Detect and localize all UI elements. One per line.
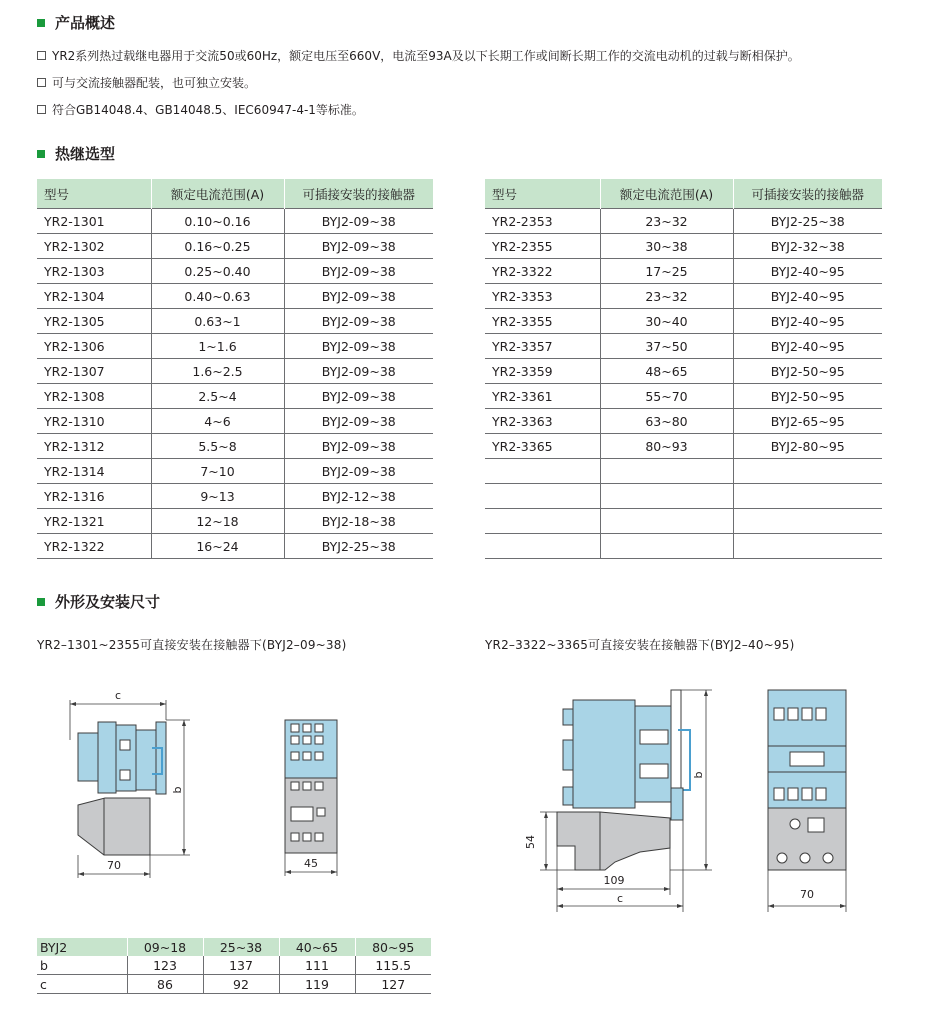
current-range-cell: 48~65 xyxy=(600,359,733,384)
header-range: 09~18 xyxy=(127,938,203,956)
contactor-cell: BYJ2-18~38 xyxy=(284,509,433,534)
model-cell: YR2-1322 xyxy=(37,534,151,559)
model-cell: YR2-3322 xyxy=(485,259,600,284)
dim-label-b: b xyxy=(692,771,705,779)
dim-label-45: 45 xyxy=(304,857,318,870)
contactor-cell: BYJ2-09~38 xyxy=(284,384,433,409)
model-cell: YR2-3353 xyxy=(485,284,600,309)
contactor-cell: BYJ2-25~38 xyxy=(284,534,433,559)
table-header-row xyxy=(37,938,431,956)
current-range-cell: 12~18 xyxy=(151,509,284,534)
model-cell: YR2-1312 xyxy=(37,434,151,459)
current-range-cell: 1~1.6 xyxy=(151,334,284,359)
caption-left: YR2–1301~2355可直接安装在接触器下(BYJ2–09~38) xyxy=(37,638,347,652)
current-range-cell: 37~50 xyxy=(600,334,733,359)
contactor-front-view xyxy=(768,690,846,870)
row-label: c xyxy=(37,975,127,994)
header-current-range: 额定电流范围(A) xyxy=(151,179,284,209)
table-cell: 127 xyxy=(355,975,431,994)
header-model: 型号 xyxy=(37,179,151,209)
header-contactor: 可插接安装的接触器 xyxy=(733,179,882,209)
header-current-range: 额定电流范围(A) xyxy=(600,179,733,209)
byj2-dimension-table xyxy=(37,938,431,994)
dim-label-c: c xyxy=(616,892,624,905)
contactor-cell: BYJ2-80~95 xyxy=(733,434,882,459)
current-range-cell: 16~24 xyxy=(151,534,284,559)
contactor-cell: BYJ2-09~38 xyxy=(284,309,433,334)
contactor-cell: BYJ2-50~95 xyxy=(733,384,882,409)
model-cell: YR2-1308 xyxy=(37,384,151,409)
overview-bullet: YR2系列热过载继电器用于交流50或60Hz，额定电压至660V，电流至93A及以下长期工作或间断长期工作的交流电动机的过载与断相保护。 xyxy=(37,47,800,64)
table-cell: 86 xyxy=(127,975,203,994)
current-range-cell: 0.16~0.25 xyxy=(151,234,284,259)
overview-bullet: 可与交流接触器配装，也可独立安装。 xyxy=(37,74,256,91)
current-range-cell: 2.5~4 xyxy=(151,384,284,409)
contactor-side-view xyxy=(557,690,690,870)
table-cell: 111 xyxy=(279,956,355,975)
model-cell: YR2-2355 xyxy=(485,234,600,259)
contactor-cell: BYJ2-09~38 xyxy=(284,209,433,234)
table-cell: 119 xyxy=(279,975,355,994)
table-cell: 115.5 xyxy=(355,956,431,975)
header-model: 型号 xyxy=(485,179,600,209)
current-range-cell: 30~38 xyxy=(600,234,733,259)
current-range-cell: 23~32 xyxy=(600,284,733,309)
contactor-cell: BYJ2-25~38 xyxy=(733,209,882,234)
contactor-cell: BYJ2-40~95 xyxy=(733,284,882,309)
table-row xyxy=(37,975,431,994)
dim-label-54: 54 xyxy=(524,835,537,849)
contactor-cell: BYJ2-40~95 xyxy=(733,309,882,334)
model-cell: YR2-1314 xyxy=(37,459,151,484)
model-cell: YR2-1304 xyxy=(37,284,151,309)
current-range-cell: 5.5~8 xyxy=(151,434,284,459)
relay-front-view xyxy=(285,720,337,853)
model-cell: YR2-2353 xyxy=(485,209,600,234)
row-label: b xyxy=(37,956,127,975)
current-range-cell: 55~70 xyxy=(600,384,733,409)
contactor-cell: BYJ2-40~95 xyxy=(733,259,882,284)
current-range-cell: 30~40 xyxy=(600,309,733,334)
contactor-cell: BYJ2-09~38 xyxy=(284,409,433,434)
current-range-cell: 0.25~0.40 xyxy=(151,259,284,284)
header-range: 80~95 xyxy=(355,938,431,956)
contactor-cell: BYJ2-32~38 xyxy=(733,234,882,259)
header-range: 40~65 xyxy=(279,938,355,956)
overview-bullet: 符合GB14048.4、GB14048.5、IEC60947-4-1等标准。 xyxy=(37,101,364,118)
model-cell: YR2-3357 xyxy=(485,334,600,359)
model-cell: YR2-1305 xyxy=(37,309,151,334)
current-range-cell: 80~93 xyxy=(600,434,733,459)
model-cell: YR2-3355 xyxy=(485,309,600,334)
current-range-cell: 23~32 xyxy=(600,209,733,234)
caption-right: YR2–3322~3365可直接安装在接触器下(BYJ2–40~95) xyxy=(485,638,795,652)
model-cell: YR2-1310 xyxy=(37,409,151,434)
model-cell: YR2-3363 xyxy=(485,409,600,434)
table-cell: 137 xyxy=(203,956,279,975)
model-cell: YR2-1307 xyxy=(37,359,151,384)
current-range-cell: 17~25 xyxy=(600,259,733,284)
contactor-cell: BYJ2-09~38 xyxy=(284,359,433,384)
contactor-cell: BYJ2-12~38 xyxy=(284,484,433,509)
dim-label-b: b xyxy=(171,786,184,794)
header-range: 25~38 xyxy=(203,938,279,956)
current-range-cell: 0.63~1 xyxy=(151,309,284,334)
current-range-cell: 0.10~0.16 xyxy=(151,209,284,234)
contactor-cell: BYJ2-09~38 xyxy=(284,434,433,459)
model-cell: YR2-1302 xyxy=(37,234,151,259)
current-range-cell: 7~10 xyxy=(151,459,284,484)
model-cell: YR2-1303 xyxy=(37,259,151,284)
contactor-cell: BYJ2-09~38 xyxy=(284,259,433,284)
current-range-cell: 1.6~2.5 xyxy=(151,359,284,384)
model-cell: YR2-1316 xyxy=(37,484,151,509)
section-title-dimensions: 外形及安装尺寸 xyxy=(37,591,160,612)
contactor-cell: BYJ2-65~95 xyxy=(733,409,882,434)
contactor-cell: BYJ2-09~38 xyxy=(284,234,433,259)
dim-label-109: 109 xyxy=(603,874,625,887)
current-range-cell: 9~13 xyxy=(151,484,284,509)
header-byj2: BYJ2 xyxy=(37,938,127,956)
contactor-cell: BYJ2-09~38 xyxy=(284,334,433,359)
model-cell: YR2-1321 xyxy=(37,509,151,534)
dim-label-70: 70 xyxy=(107,859,121,872)
model-cell: YR2-1306 xyxy=(37,334,151,359)
current-range-cell: 63~80 xyxy=(600,409,733,434)
model-cell: YR2-1301 xyxy=(37,209,151,234)
contactor-cell: BYJ2-09~38 xyxy=(284,459,433,484)
current-range-cell: 0.40~0.63 xyxy=(151,284,284,309)
model-cell: YR2-3365 xyxy=(485,434,600,459)
model-cell: YR2-3359 xyxy=(485,359,600,384)
header-contactor: 可插接安装的接触器 xyxy=(284,179,433,209)
relay-side-view xyxy=(78,722,166,855)
dim-label-c: c xyxy=(114,689,122,702)
current-range-cell: 4~6 xyxy=(151,409,284,434)
table-cell: 123 xyxy=(127,956,203,975)
contactor-cell: BYJ2-09~38 xyxy=(284,284,433,309)
table-row xyxy=(37,956,431,975)
table-cell: 92 xyxy=(203,975,279,994)
contactor-cell: BYJ2-40~95 xyxy=(733,334,882,359)
model-cell: YR2-3361 xyxy=(485,384,600,409)
dim-label-70: 70 xyxy=(800,888,814,901)
section-title-overview: 产品概述 xyxy=(37,12,115,33)
contactor-cell: BYJ2-50~95 xyxy=(733,359,882,384)
section-title-selection: 热继选型 xyxy=(37,143,115,164)
